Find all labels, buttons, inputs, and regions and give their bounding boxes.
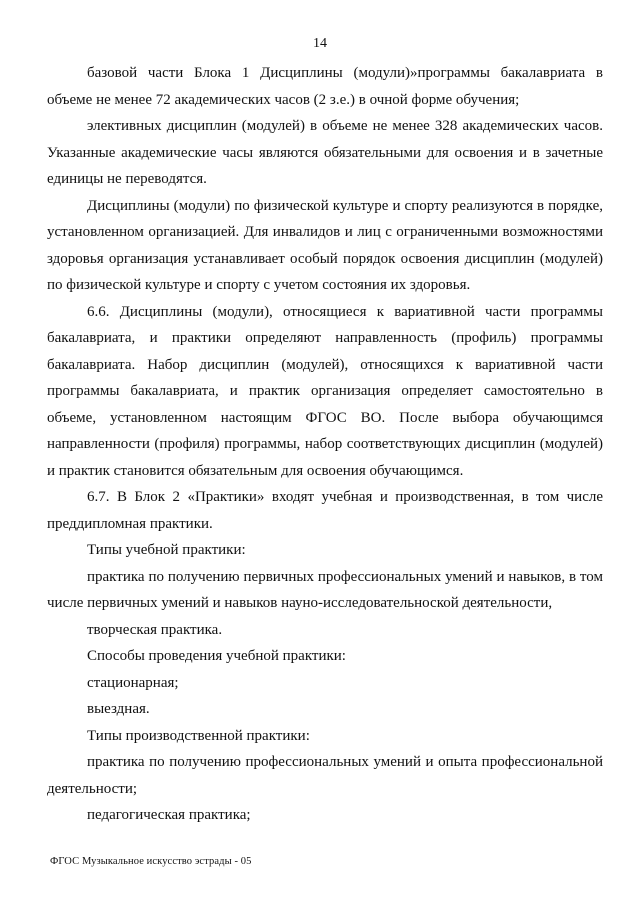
paragraph-production-practice-types: Типы производственной практики: (87, 727, 310, 744)
paragraph-study-practice-types: Типы учебной практики: (87, 542, 246, 558)
document-body (47, 60, 603, 829)
paragraph-physical-culture: Дисциплины (модули) по физической культуре и спорту реализуются в порядке, установленном организацией. Для инвалидов и лиц с ограниченными возможностями здоровья организация устанавливает особый порядок освоения дисциплин (модулей) по физической культуре и спорту с учетом состояния их здоровья. (47, 197, 603, 293)
paragraph-primary-skills-practice: практика по получению первичных профессиональных умений и навыков, в том числе первичных умений и навыков науно-исследовательноской деятельности, (47, 568, 603, 611)
paragraph-study-practice-methods: Способы проведения учебной практики: (87, 648, 346, 664)
paragraph-6-7: 6.7. В Блок 2 «Практики» входят учебная и производственная, в том числе преддипломная практики. (47, 489, 603, 532)
paragraph-professional-skills-practice: практика по получению профессиональных умений и опыта профессиональной деятельности; (47, 754, 603, 797)
paragraph-elective-hours: элективных дисциплин (модулей) в объеме не менее 328 академических часов. Указанные академические часы являются обязательными для освоения и в зачетные единицы не переводятся. (47, 118, 603, 187)
paragraph-6-6: 6.6. Дисциплины (модули), относящиеся к вариативной части программы бакалавриата, и практики определяют направленность (профиль) программы бакалавриата. Набор дисциплин (модулей), относящихся к вариативной части программы бакалавриата, и практик организация определяет самостоятельно в объеме, установленном настоящим ФГОС ВО. После выбора обучающимся направленности (профиля) программы, набор соответствующих дисциплин (модулей) и практик становится обязательным для освоения обучающимся. (47, 303, 603, 479)
paragraph-creative-practice: творческая практика. (87, 621, 223, 638)
page-number: 14 (313, 36, 327, 51)
paragraph-stationary: стационарная; (87, 674, 179, 691)
paragraph-field: выездная. (87, 701, 150, 717)
paragraph-pedagogical-practice: педагогическая практика; (87, 807, 251, 823)
paragraph-basic-part-hours: базовой части Блока 1 Дисциплины (модули)»программы бакалавриата в объеме не менее 72 академических часов (2 з.е.) в очной форме обучения; (47, 65, 603, 108)
document-footer: ФГОС Музыкальное искусство эстрады - 05 (50, 856, 252, 867)
